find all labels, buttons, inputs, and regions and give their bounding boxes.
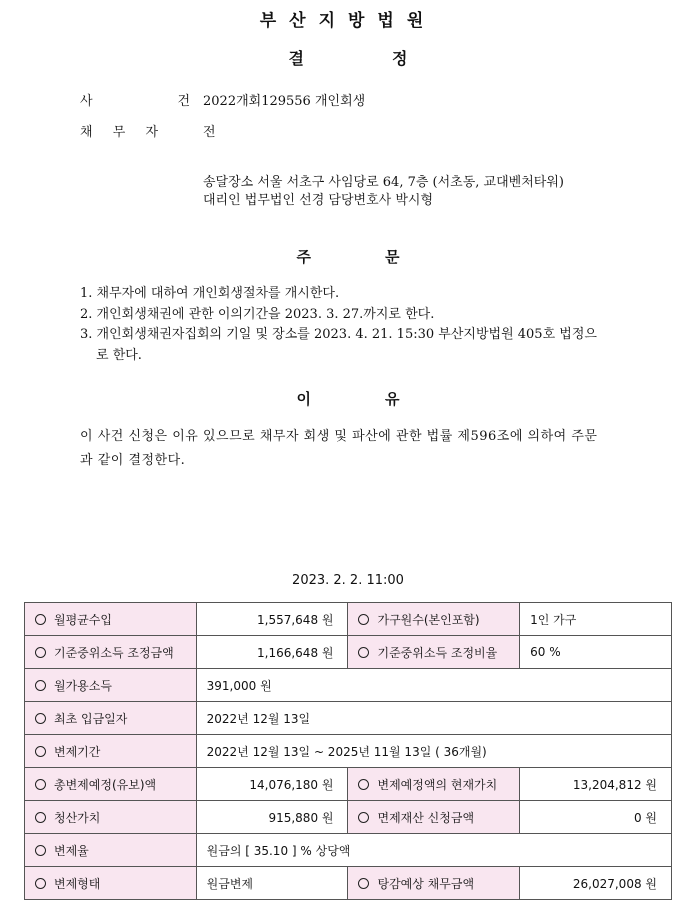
- circle-bullet-icon: [358, 812, 369, 823]
- circle-bullet-icon: [358, 647, 369, 658]
- debtor-name: 전: [203, 125, 216, 140]
- reason-title: 이 유: [296, 390, 400, 408]
- repayment-summary-table: [24, 602, 672, 900]
- table-value: 0 원: [520, 801, 672, 834]
- circle-bullet-icon: [35, 614, 46, 625]
- circle-bullet-icon: [35, 713, 46, 724]
- table-value: 915,880 원: [196, 801, 348, 834]
- table-value: 원금의 [ 35.10 ] % 상당액: [196, 834, 671, 867]
- table-value: 2022년 12월 13일 ~ 2025년 11월 13일 ( 36개월): [196, 735, 671, 768]
- case-number: 2022개회129556 개인회생: [203, 94, 366, 109]
- court-name: 부산지방법원: [259, 11, 437, 31]
- circle-bullet-icon: [35, 845, 46, 856]
- table-value: 2022년 12월 13일: [196, 702, 671, 735]
- table-label: 면제재산 신청금액: [348, 801, 520, 834]
- table-value: 26,027,008 원: [520, 867, 672, 900]
- table-row: [25, 603, 672, 636]
- table-row: [25, 702, 672, 735]
- table-label: 기준중위소득 조정금액: [25, 636, 197, 669]
- order-item: 2. 개인회생채권에 관한 이의기간을 2023. 3. 27.까지로 한다.: [80, 306, 435, 322]
- table-row: [25, 636, 672, 669]
- circle-bullet-icon: [35, 779, 46, 790]
- table-label: 탕감예상 채무금액: [348, 867, 520, 900]
- table-value: 13,204,812 원: [520, 768, 672, 801]
- table-row: [25, 669, 672, 702]
- table-label: 총변제예정(유보)액: [25, 768, 197, 801]
- table-value: 14,076,180 원: [196, 768, 348, 801]
- table-label: 월평균수입: [25, 603, 197, 636]
- order-title: 주 문: [296, 248, 400, 266]
- document-title: [0, 46, 696, 69]
- circle-bullet-icon: [35, 812, 46, 823]
- debtor-label: 채 무 자: [80, 125, 158, 140]
- table-label: 기준중위소득 조정비율: [348, 636, 520, 669]
- table-label: 월가용소득: [25, 669, 197, 702]
- circle-bullet-icon: [35, 680, 46, 691]
- table-row: [25, 801, 672, 834]
- table-value: 원금변제: [196, 867, 348, 900]
- reason-text: 이 사건 신청은 이유 있으므로 채무자 회생 및 파산에 관한 법률 제596조에 의하여 주문과 같이 결정한다.: [80, 429, 598, 468]
- service-address: 송달장소 서울 서초구 사임당로 64, 7층 (서초동, 교대벤처타워): [203, 175, 564, 190]
- order-item: 1. 채무자에 대하여 개인회생절차를 개시한다.: [80, 286, 340, 301]
- decision-date: 2023. 2. 2. 11:00: [292, 573, 404, 588]
- table-row: [25, 768, 672, 801]
- circle-bullet-icon: [35, 746, 46, 757]
- table-label: 최초 입금일자: [25, 702, 197, 735]
- table-row: [25, 735, 672, 768]
- table-label: 변제예정액의 현재가치: [348, 768, 520, 801]
- table-value: 1,166,648 원: [196, 636, 348, 669]
- case-label: 사 건: [80, 94, 190, 109]
- circle-bullet-icon: [35, 647, 46, 658]
- table-value: 391,000 원: [196, 669, 671, 702]
- table-value: 60 %: [520, 636, 672, 669]
- title-char-2: 정: [392, 49, 408, 68]
- table-row: [25, 834, 672, 867]
- circle-bullet-icon: [35, 878, 46, 889]
- table-label: 변제형태: [25, 867, 197, 900]
- order-list: [80, 284, 600, 366]
- table-value: 1인 가구: [520, 603, 672, 636]
- table-value: 1,557,648 원: [196, 603, 348, 636]
- table-row: [25, 867, 672, 900]
- table-label: 변제율: [25, 834, 197, 867]
- title-char-1: 결: [288, 49, 304, 68]
- circle-bullet-icon: [358, 614, 369, 625]
- table-label: 청산가치: [25, 801, 197, 834]
- circle-bullet-icon: [358, 878, 369, 889]
- table-label: 가구원수(본인포함): [348, 603, 520, 636]
- legal-agent: 대리인 법무법인 선경 담당변호사 박시형: [203, 193, 434, 208]
- circle-bullet-icon: [358, 779, 369, 790]
- table-label: 변제기간: [25, 735, 197, 768]
- order-item: 3. 개인회생채권자집회의 기일 및 장소를 2023. 4. 21. 15:30 부산지방법원 405호 법정으로 한다.: [80, 327, 597, 363]
